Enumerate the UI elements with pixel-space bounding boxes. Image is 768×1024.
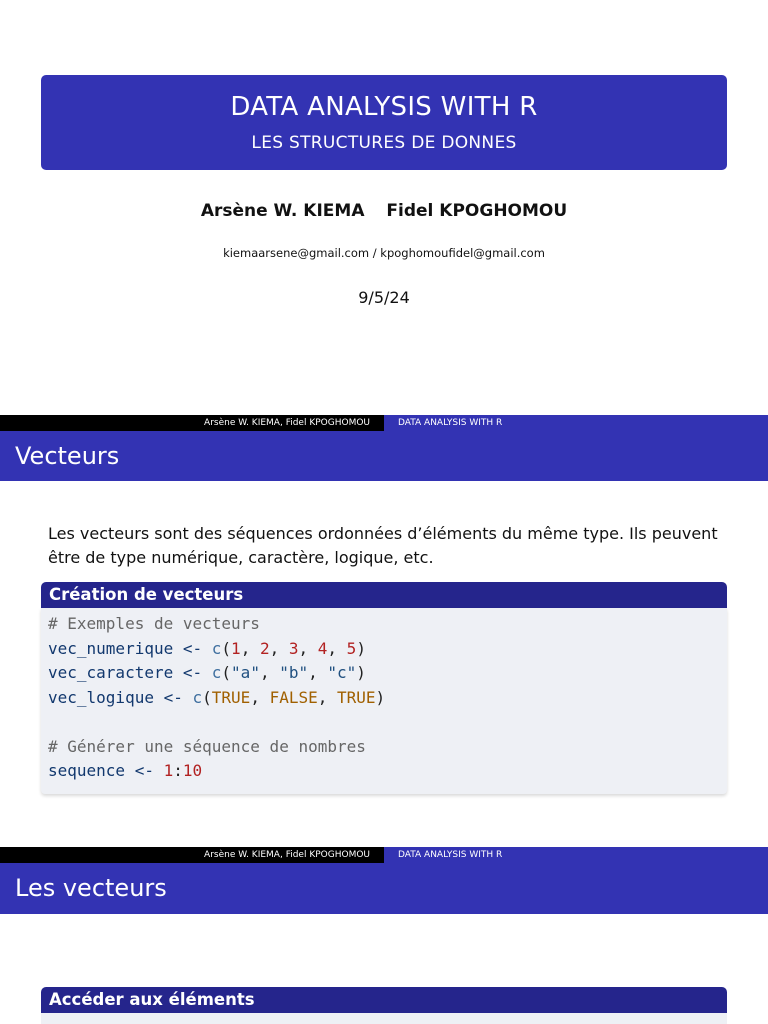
code-comment: # Exemples de vecteurs xyxy=(48,614,260,633)
code-punct: , xyxy=(327,638,347,658)
code-block xyxy=(41,608,727,794)
code-punct: , xyxy=(308,663,328,682)
code-operator: <- xyxy=(173,638,212,658)
code-punct: , xyxy=(240,638,260,658)
code-punct: ) xyxy=(375,687,386,707)
code-punct: ) xyxy=(356,663,366,682)
code-punct: ) xyxy=(356,638,366,658)
code-punct: , xyxy=(250,687,270,707)
block-title: Création de vecteurs xyxy=(41,582,727,608)
presentation-title: DATA ANALYSIS WITH R xyxy=(230,92,538,122)
presentation-date: 9/5/24 xyxy=(358,288,410,307)
paragraph xyxy=(48,522,728,570)
code-line xyxy=(48,735,727,760)
code-function: c xyxy=(211,663,222,682)
header-short-title: DATA ANALYSIS WITH R xyxy=(384,847,768,863)
frame-title: Les vecteurs xyxy=(0,863,768,914)
header-short-title: DATA ANALYSIS WITH R xyxy=(384,415,768,431)
code-line xyxy=(48,637,727,662)
authors xyxy=(0,201,768,221)
code-function: c xyxy=(192,687,203,707)
title-box xyxy=(41,75,727,170)
code-number: 10 xyxy=(182,761,203,780)
author-emails: kiemaarsene@gmail.com / kpoghomoufidel@gmail.com xyxy=(223,246,545,260)
code-string: "c" xyxy=(327,663,357,682)
title-slide xyxy=(0,0,768,404)
code-variable: vec_logique xyxy=(48,687,154,707)
code-operator: <- xyxy=(153,687,193,707)
code-variable: vec_caractere xyxy=(48,663,174,682)
code-operator: <- xyxy=(173,663,212,682)
code-number: 1 xyxy=(163,761,174,780)
presentation-subtitle: LES STRUCTURES DE DONNES xyxy=(251,133,517,153)
code-comment: # Générer une séquence de nombres xyxy=(48,736,366,756)
code-number: 5 xyxy=(346,638,357,658)
code-punct: , xyxy=(259,663,280,682)
code-line xyxy=(48,759,727,784)
code-punct: ( xyxy=(202,687,212,707)
code-function: c xyxy=(211,638,222,658)
code-number: 3 xyxy=(288,638,299,658)
code-punct: : xyxy=(173,761,183,780)
code-line xyxy=(48,686,727,711)
code-variable: sequence xyxy=(48,761,126,780)
code-line xyxy=(48,612,727,637)
header-authors: Arsène W. KIEMA, Fidel KPOGHOMOU xyxy=(0,415,384,431)
author-2: Fidel KPOGHOMOU xyxy=(386,201,568,221)
code-number: 4 xyxy=(317,638,328,658)
code-punct: , xyxy=(298,638,318,658)
header-authors: Arsène W. KIEMA, Fidel KPOGHOMOU xyxy=(0,847,384,863)
block-title: Accéder aux éléments xyxy=(41,987,727,1013)
frame-title: Vecteurs xyxy=(0,431,768,481)
code-number: 1 xyxy=(231,638,241,658)
code-line-blank xyxy=(48,710,727,735)
code-boolean: TRUE xyxy=(337,687,376,707)
code-variable: vec_numerique xyxy=(48,638,174,658)
code-punct: ( xyxy=(221,638,232,658)
slide-header-strip xyxy=(0,415,768,431)
code-punct: , xyxy=(269,638,289,658)
paragraph-line: être de type numérique, caractère, logique, etc. xyxy=(48,548,434,567)
code-operator: <- xyxy=(125,761,164,780)
paragraph-line: Les vecteurs sont des séquences ordonnées d’éléments du même type. Ils peuvent xyxy=(48,524,718,543)
code-boolean: TRUE xyxy=(211,687,251,707)
code-punct: , xyxy=(317,687,338,707)
code-boolean: FALSE xyxy=(269,687,318,707)
code-string: "a" xyxy=(231,663,260,682)
code-line xyxy=(48,661,727,686)
author-1: Arsène W. KIEMA xyxy=(200,201,365,221)
code-punct: ( xyxy=(221,663,232,682)
slide-header-strip xyxy=(0,847,768,863)
code-number: 2 xyxy=(259,638,270,658)
code-string: "b" xyxy=(279,663,309,682)
code-block xyxy=(41,1013,727,1024)
